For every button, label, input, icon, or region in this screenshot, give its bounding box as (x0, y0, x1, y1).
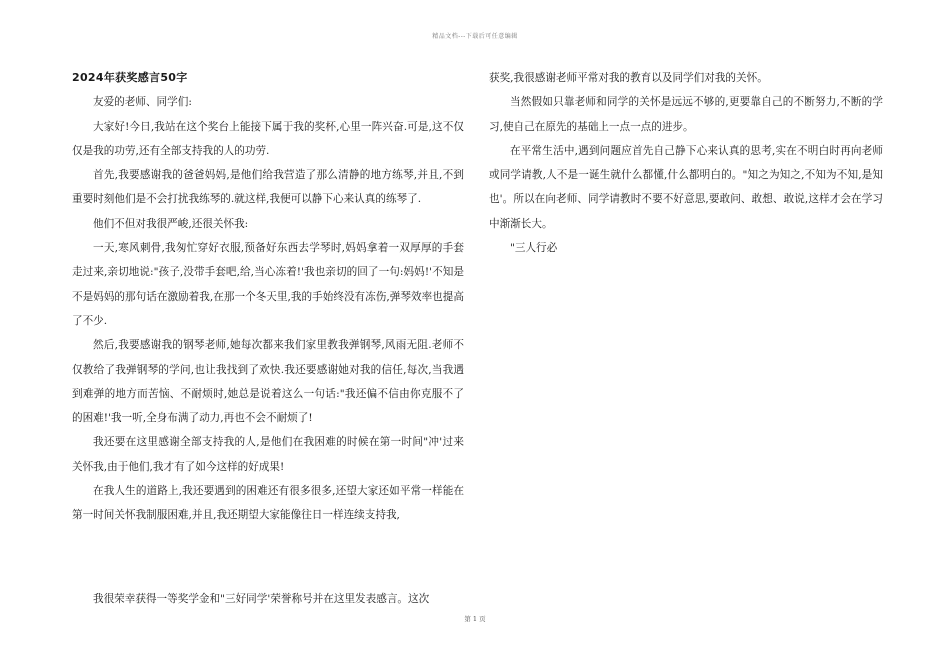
paragraph-three-people: "三人行必 (510, 242, 558, 255)
left-column (72, 66, 464, 528)
page-header-note: 精品文档---下载后可任意编辑 (432, 33, 518, 40)
paragraph-effort: 当然假如只靠老师和同学的关怀是远远不够的,更要靠自己的不断努力,不断的学习,使自己在原先的基础上一点一点的进步。 (489, 96, 883, 133)
paragraph-thinking: 在平常生活中,遇到问题应首先自己静下心来认真的思考,实在不明白时再向老师或同学请教,人不是一诞生就什么都懂,什么都明白的。"知之为知之,不知为不知,是知也'。所以在向老师、同学请教时不要不好意思,要敢问、敢想、敢说,这样才会在学习中渐渐长大。 (489, 144, 883, 230)
paragraph-care: 他们不但对我很严峻,还很关怀我: (93, 217, 249, 230)
right-column (489, 66, 883, 260)
page-number: 第 1 页 (464, 615, 486, 623)
paragraph-thanks-supporters: 我还要在这里感谢全部支持我的人,是他们在我困难的时候在第一时间"冲'过来关怀我,由于他们,我才有了如今这样的好成果! (72, 436, 464, 473)
paragraph-future: 在我人生的道路上,我还要遇到的困难还有很多很多,还望大家还如平常一样能在第一时间关怀我制服困难,并且,我还期望大家能像往日一样连续支持我, (72, 485, 464, 522)
paragraph-intro: 大家好!今日,我站在这个奖台上能接下属于我的奖杯,心里一阵兴奋.可是,这不仅仅是我的功劳,还有全部支持我的人的功劳. (72, 120, 464, 157)
paragraph-second-speech-start: 我很荣幸获得一等奖学金和"三好同学'荣誉称号并在这里发表感言。这次 (93, 593, 430, 605)
paragraph-thanks-teacher: 然后,我要感谢我的钢琴老师,她每次都来我们家里教我弹钢琴,风雨无阻.老师不仅教给了我弹钢琴的学问,也让我找到了欢快.我还要感谢她对我的信任,每次,当我遇到难弹的地方而苦恼、不耐烦时,她总是说着这么一句话:"我还偏不信由你克服不了的困难!'我一听,全身布满了动力,再也不会不耐烦了! (72, 339, 464, 425)
paragraph-greeting: 友爱的老师、同学们: (93, 96, 192, 109)
paragraph-award-thanks: 获奖,我很感谢老师平常对我的教育以及同学们对我的关怀。 (489, 72, 768, 84)
paragraph-thanks-parents: 首先,我要感谢我的爸爸妈妈,是他们给我营造了那么清静的地方练琴,并且,不到重要时刻他们是不会打扰我练琴的.就这样,我便可以静下心来认真的练琴了. (72, 169, 464, 206)
document-title: 2024年获奖感言50字 (72, 71, 188, 84)
paragraph-winter-story: 一天,寒风刺骨,我匆忙穿好衣服,预备好东西去学琴时,妈妈拿着一双厚厚的手套走过来,亲切地说:"孩子,没带手套吧,给,当心冻着!'我也亲切的回了一句:妈妈!'不知是不是妈妈的那句话在激励着我,在那一个冬天里,我的手始终没有冻伤,弹琴效率也提高了不少. (72, 242, 464, 327)
